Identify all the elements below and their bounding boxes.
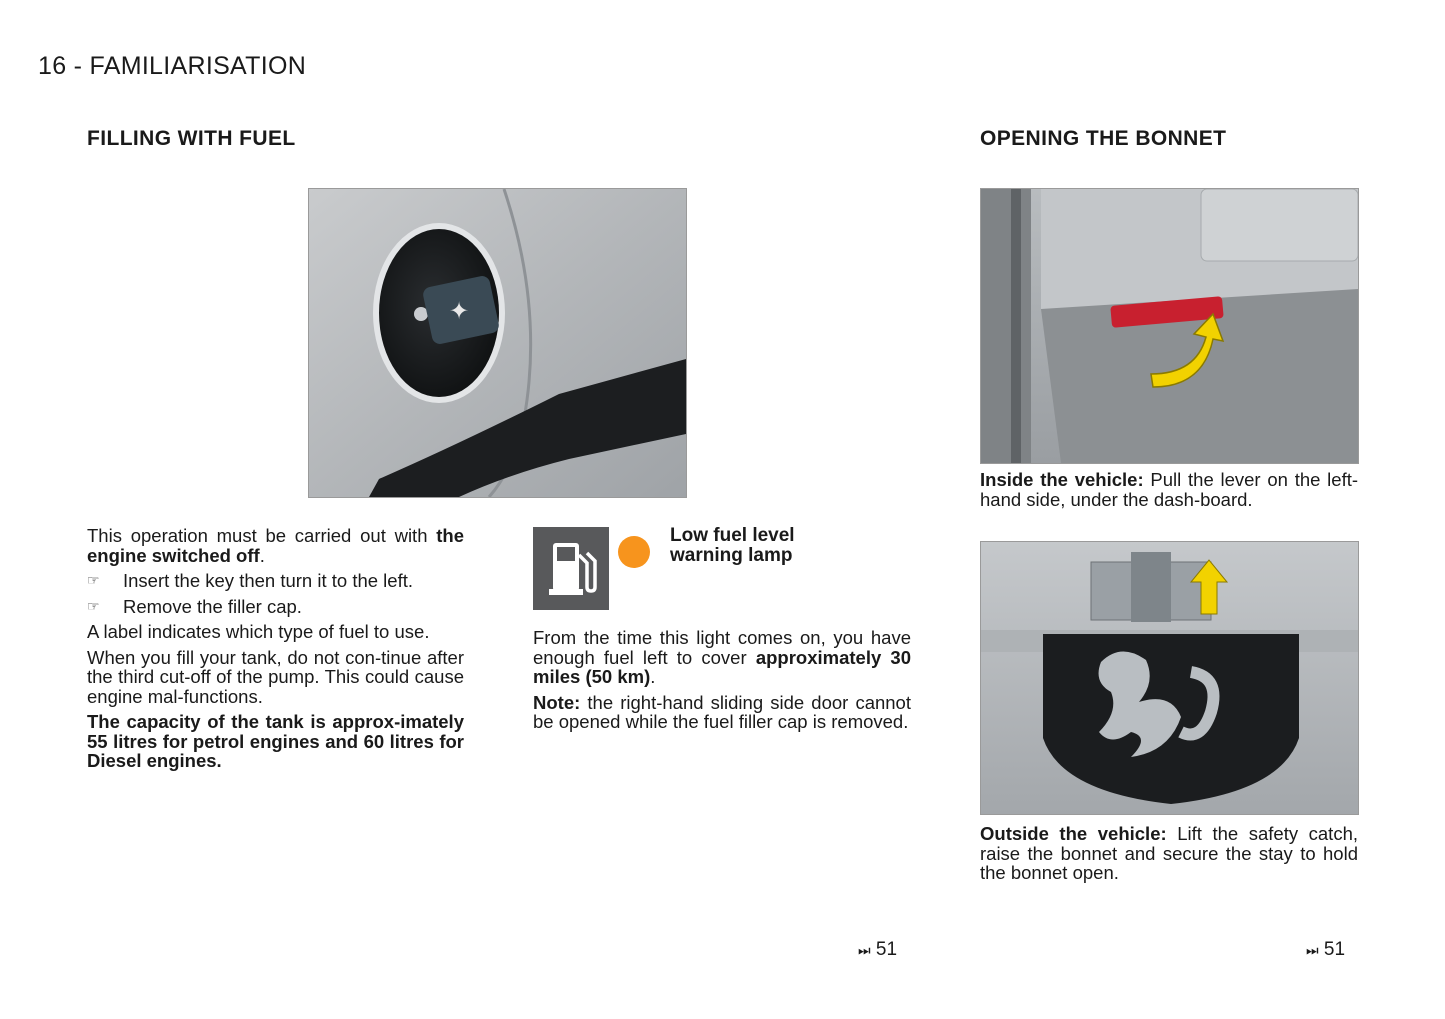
tank-capacity: The capacity of the tank is approx-imately 55 litres for petrol engines and 60 litres for Diesel engines. <box>87 711 464 771</box>
fuel-intro: This operation must be carried out with the engine switched off. <box>87 525 464 566</box>
page-reference-link[interactable]: ⏭ 51 <box>1306 939 1346 960</box>
page-header: 16 - FAMILIARISATION <box>38 52 307 80</box>
fuel-filler-photo <box>308 188 687 498</box>
outside-vehicle-text: Outside the vehicle: Lift the safety catch, raise the bonnet and secure the stay to hold the bonnet open. <box>980 823 1358 883</box>
lamp-range-text: From the time this light comes on, you have enough fuel left to cover approximately 30 miles (50 km). <box>533 627 912 687</box>
lamp-note: Note: the right-hand sliding side door cannot be opened while the fuel filler cap is removed. <box>533 691 911 732</box>
skip-forward-icon: ⏭ <box>1306 942 1319 958</box>
fuel-cutoff-warning: When you fill your tank, do not con-tinue after the third cut-off of the pump. This could cause engine mal-functions. <box>87 646 464 707</box>
lamp-title: Low fuel level warning lamp <box>670 525 795 566</box>
svg-text:✦: ✦ <box>449 297 470 325</box>
page-reference-link[interactable]: ⏭ 51 <box>858 939 898 960</box>
fuel-instructions <box>87 526 464 777</box>
fuel-label-note: A label indicates which type of fuel to use. <box>87 621 430 642</box>
warning-lamp-indicator <box>618 536 650 568</box>
step-item: ☞ Remove the filler cap. <box>87 595 302 617</box>
pointing-hand-icon: ☞ <box>87 572 100 588</box>
step-item: ☞ Insert the key then turn it to the left. <box>87 570 413 591</box>
bonnet-lever-photo <box>980 188 1359 464</box>
lamp-description <box>533 628 911 738</box>
fuel-pump-icon <box>533 527 609 610</box>
inside-vehicle-text: Inside the vehicle: Pull the lever on the left-hand side, under the dash-board. <box>980 469 1359 510</box>
bonnet-section-title: OPENING THE BONNET <box>980 127 1227 150</box>
pointing-hand-icon: ☞ <box>87 597 100 614</box>
fuel-section-title: FILLING WITH FUEL <box>87 127 296 150</box>
skip-forward-icon: ⏭ <box>858 942 871 958</box>
bonnet-catch-photo <box>980 541 1359 815</box>
